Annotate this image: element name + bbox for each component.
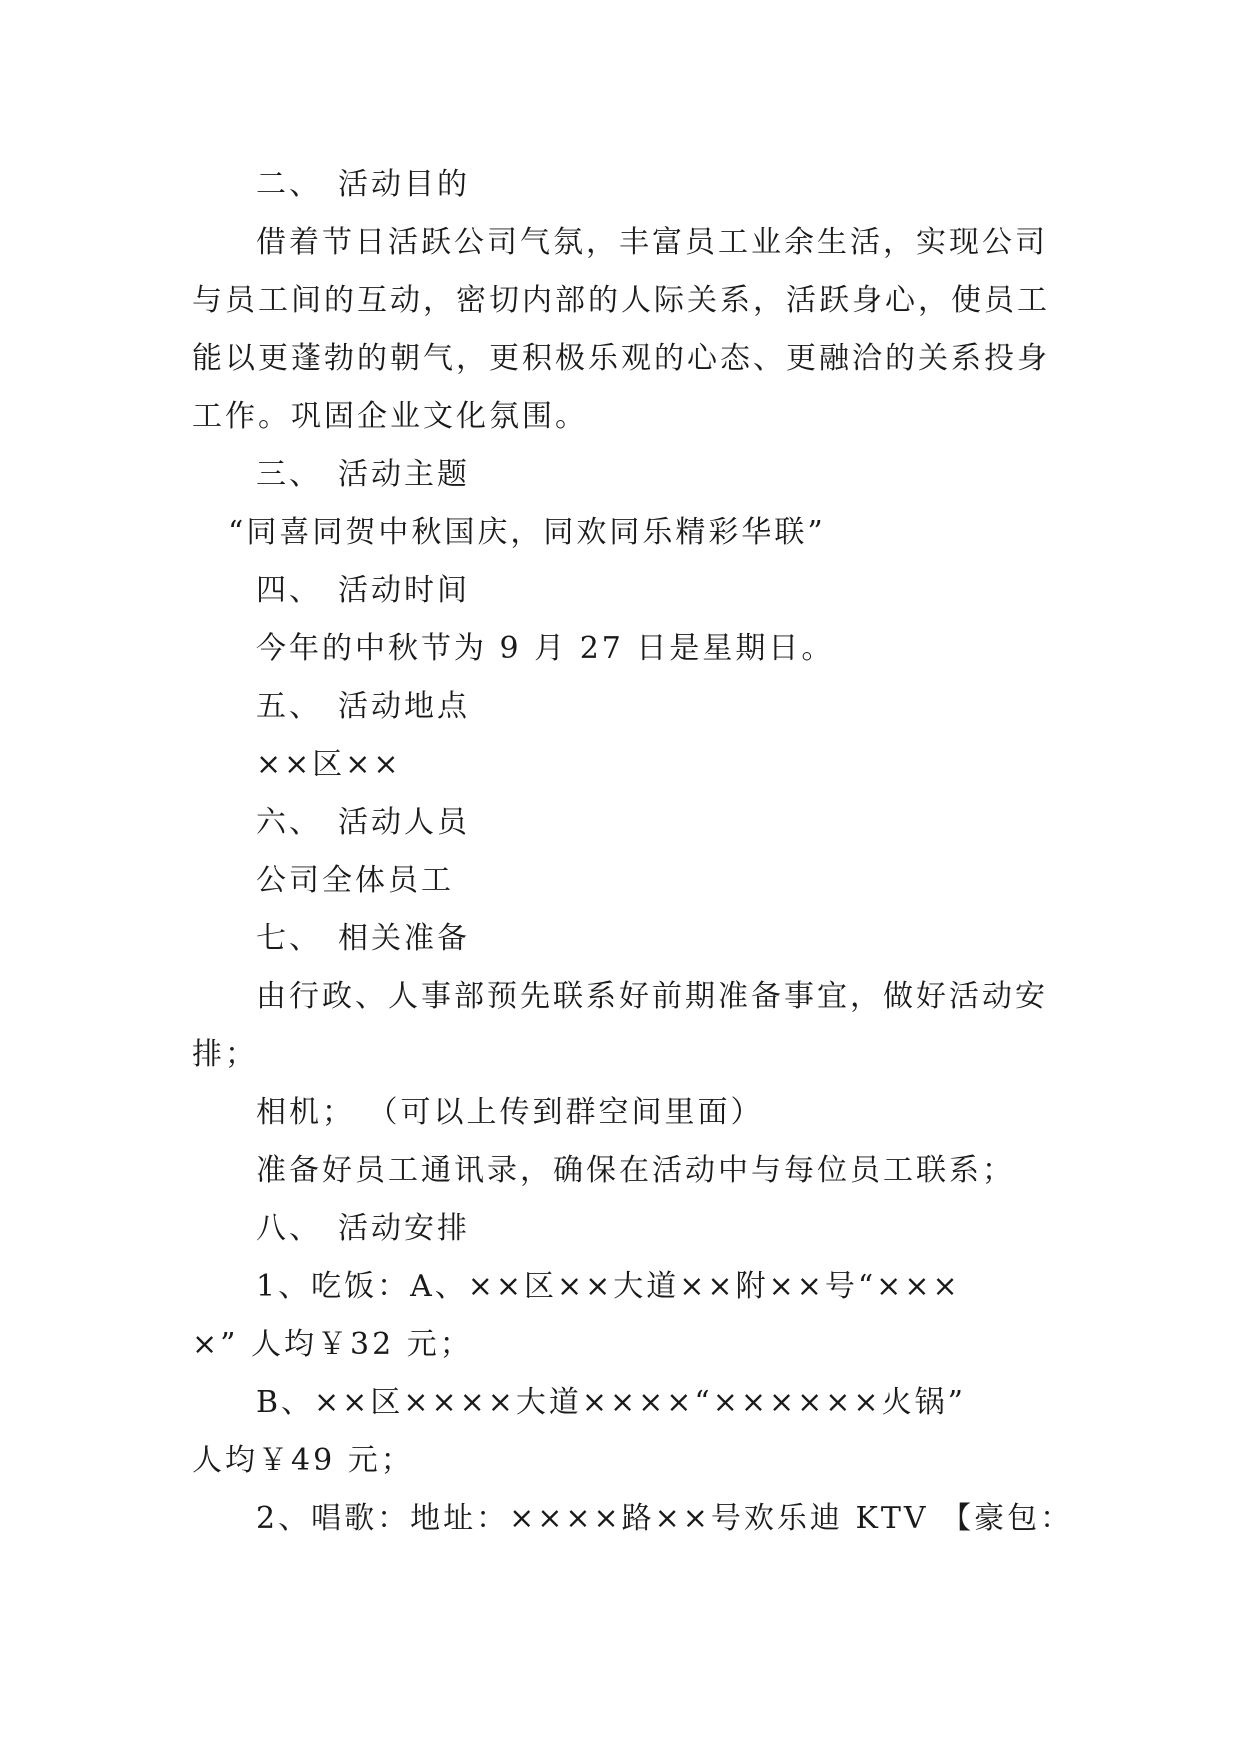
paragraph-line: 与员工间的互动，密切内部的人际关系，活跃身心，使员工 [192,283,1050,318]
section-heading-2 [256,165,1136,205]
paragraph-line: 排； [192,1037,258,1072]
section-heading-8 [256,1209,1136,1249]
section-title: 活动时间 [338,573,470,608]
section-number: 五、 [256,689,322,724]
paragraph-line: 能以更蓬勃的朝气，更积极乐观的心态、更融洽的关系投身 [192,341,1050,376]
paragraph-line: 借着节日活跃公司气氛，丰富员工业余生活，实现公司 [256,225,1048,260]
section-number: 六、 [256,805,322,840]
section-heading-7 [256,919,1136,959]
paragraph-line: 准备好员工通讯录，确保在活动中与每位员工联系； [256,1153,1015,1188]
section-heading-6 [256,803,1136,843]
paragraph-line: 2、唱歌：地址：××××路××号欢乐迪 KTV 【豪包： [256,1501,1074,1536]
paragraph-line: ××区×× [256,747,402,782]
section-number: 四、 [256,573,322,608]
section-title: 活动地点 [338,689,470,724]
section-title: 活动人员 [338,805,470,840]
paragraph-line: 今年的中秋节为 9 月 27 日是星期日。 [256,631,835,666]
paragraph-line: 公司全体员工 [256,863,454,898]
section-heading-4 [256,571,1136,611]
paragraph-line: 工作。巩固企业文化氛围。 [192,399,588,434]
section-title: 活动主题 [338,457,470,492]
section-number: 七、 [256,921,322,956]
theme-slogan: “同喜同贺中秋国庆，同欢同乐精彩华联” [228,515,826,550]
section-title: 活动安排 [338,1211,470,1246]
paragraph-line: ×” 人均￥32 元； [192,1327,473,1362]
section-title: 相关准备 [338,921,470,956]
paragraph-line: 1、吃饭：A、××区××大道××附××号“××× [256,1269,961,1304]
section-number: 三、 [256,457,322,492]
paragraph-line: B、××区××××大道××××“××××××火锅” [256,1385,966,1420]
paragraph-line: 由行政、人事部预先联系好前期准备事宜，做好活动安 [256,979,1048,1014]
section-heading-3 [256,455,1136,495]
section-number: 二、 [256,167,322,202]
section-title: 活动目的 [338,167,470,202]
paragraph-line: 相机； （可以上传到群空间里面） [256,1095,764,1130]
section-heading-5 [256,687,1136,727]
section-number: 八、 [256,1211,322,1246]
paragraph-line: 人均￥49 元； [192,1443,414,1478]
